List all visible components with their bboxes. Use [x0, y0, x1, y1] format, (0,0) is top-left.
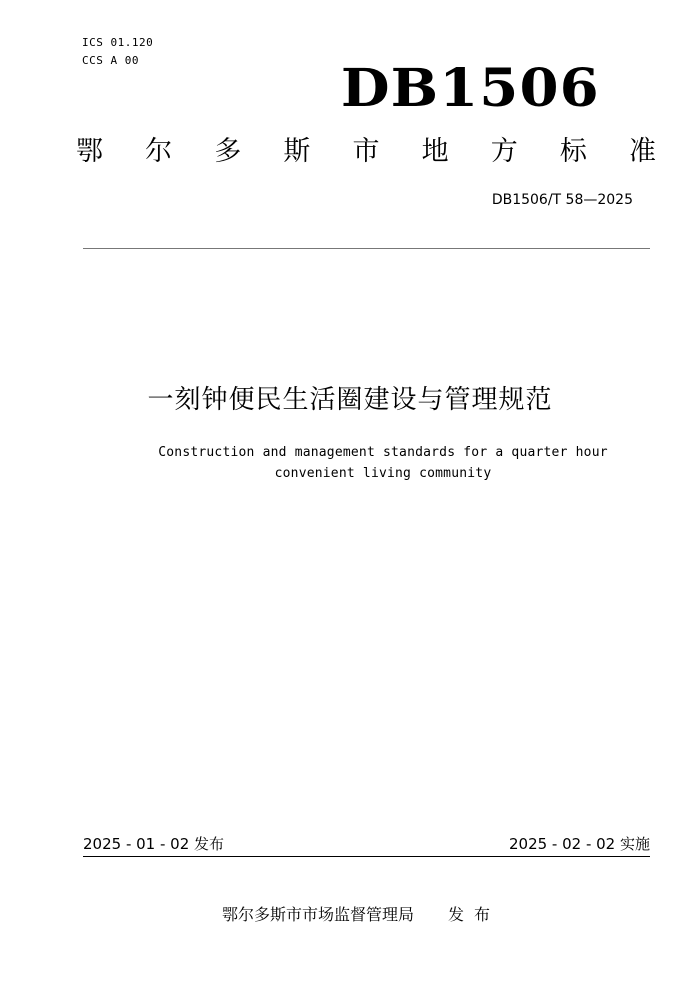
issuer-name: 鄂尔多斯市市场监督管理局 — [222, 905, 415, 924]
bottom-divider — [83, 856, 650, 857]
standard-type-char: 标 — [559, 136, 587, 167]
standard-type-char: 市 — [352, 136, 380, 167]
standard-logo: DB1506 — [341, 58, 600, 119]
english-title-line-1: Construction and management standards for a quarter hour — [158, 445, 608, 460]
issuer-action: 发布 — [448, 905, 501, 924]
standard-type-char: 地 — [421, 136, 449, 167]
document-title-english — [100, 442, 666, 484]
standard-type-char: 多 — [214, 136, 242, 167]
standard-type-char: 尔 — [145, 136, 173, 167]
standard-type-char: 准 — [629, 136, 656, 167]
top-divider — [83, 248, 650, 249]
standard-number: DB1506/T 58—2025 — [491, 192, 633, 208]
standard-type-char: 斯 — [283, 136, 311, 167]
standard-type-char: 方 — [490, 136, 518, 167]
ccs-code: CCS A 00 — [82, 54, 139, 67]
standard-type-char: 鄂 — [76, 136, 103, 167]
english-title-line-2: convenient living community — [274, 466, 492, 481]
implementation-date: 2025 - 02 - 02 实施 — [508, 835, 650, 853]
ics-code: ICS 01.120 — [82, 36, 154, 49]
standard-type-heading — [76, 134, 656, 170]
issuing-authority — [222, 904, 500, 926]
document-title-chinese: 一刻钟便民生活圈建设与管理规范 — [147, 385, 553, 415]
issue-date: 2025 - 01 - 02 发布 — [83, 835, 225, 853]
